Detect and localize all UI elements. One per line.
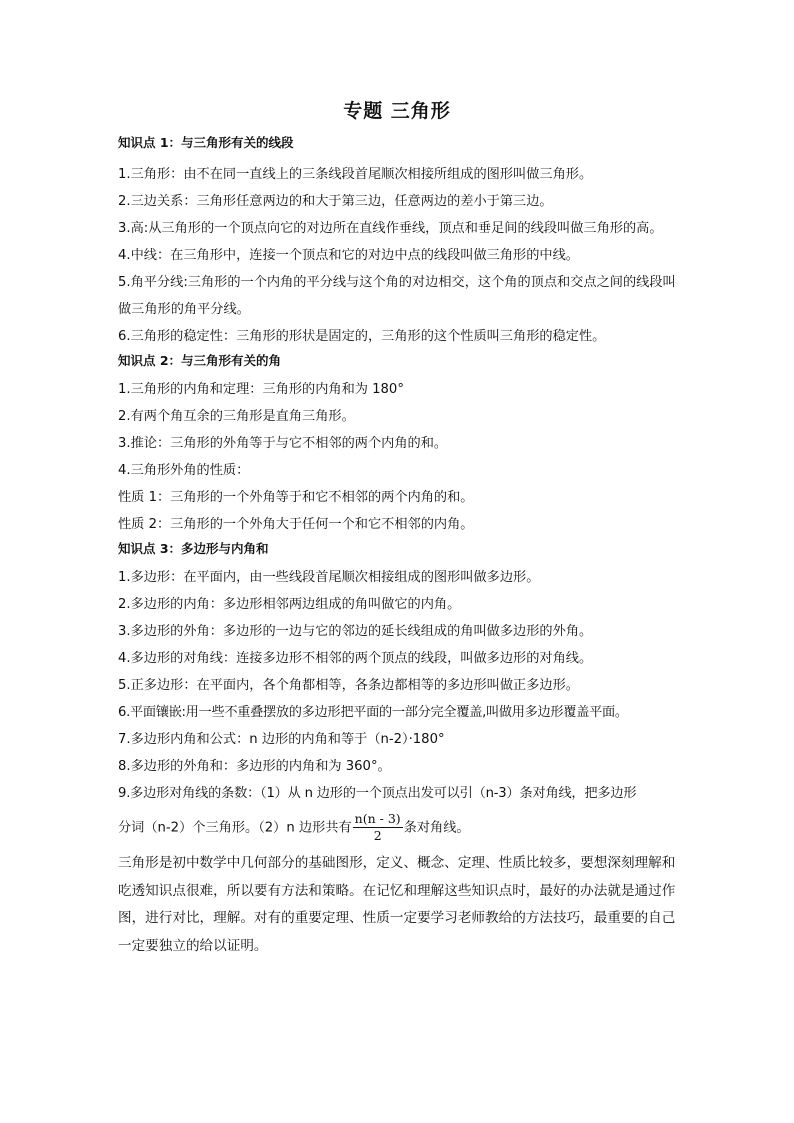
section-3-item-3: 3.多边形的外角：多边形的一边与它的邻边的延长线组成的角叫做多边形的外角。 — [118, 624, 593, 639]
section-1-item-4: 4.中线：在三角形中，连接一个顶点和它的对边中点的线段叫做三角形的中线。 — [118, 248, 579, 263]
section-3-item-6: 6.平面镶嵌:用一些不重叠摆放的多边形把平面的一部分完全覆盖,叫做用多边形覆盖平面。 — [118, 705, 628, 720]
section-3-item-5: 5.正多边形：在平面内，各个角都相等，各条边都相等的多边形叫做正多边形。 — [118, 678, 579, 693]
section-2-property-1: 性质 1：三角形的一个外角等于和它不相邻的两个内角的和。 — [118, 490, 474, 505]
section-1-item-1: 1.三角形：由不在同一直线上的三条线段首尾顺次相接所组成的图形叫做三角形。 — [118, 167, 593, 182]
section-3-item-9-line-1: 9.多边形对角线的条数：（1）从 n 边形的一个顶点出发可以引（n-3）条对角线，把多边形 — [118, 786, 637, 801]
document-body — [118, 134, 678, 960]
section-3-item-1: 1.多边形：在平面内，由一些线段首尾顺次相接组成的图形叫做多边形。 — [118, 570, 540, 585]
section-3-item-2: 2.多边形的内角：多边形相邻两边组成的角叫做它的内角。 — [118, 597, 461, 612]
section-heading-2: 知识点 2：与三角形有关的角 — [118, 353, 282, 368]
section-heading-1: 知识点 1：与三角形有关的线段 — [118, 135, 294, 150]
item-9-text-before: 分词（n-2）个三角形。（2）n 边形共有 — [118, 820, 352, 836]
section-1-item-6: 6.三角形的稳定性：三角形的形状是固定的，三角形的这个性质叫三角形的稳定性。 — [118, 329, 606, 344]
section-2-property-2: 性质 2：三角形的一个外角大于任何一个和它不相邻的内角。 — [118, 517, 474, 532]
section-3-item-4: 4.多边形的对角线：连接多边形不相邻的两个顶点的线段，叫做多边形的对角线。 — [118, 651, 593, 666]
section-2-item-4: 4.三角形外角的性质： — [118, 463, 250, 478]
section-2-item-2: 2.有两个角互余的三角形是直角三角形。 — [118, 409, 355, 424]
diagonal-count-fraction — [353, 811, 403, 844]
section-heading-3: 知识点 3：多边形与内角和 — [118, 541, 269, 556]
section-1-item-3: 3.高:从三角形的一个顶点向它的对边所在直线作垂线，顶点和垂足间的线段叫做三角形的高。 — [118, 221, 663, 236]
section-2-item-3: 3.推论：三角形的外角等于与它不相邻的两个内角的和。 — [118, 436, 448, 451]
page-title: 专题 三角形 — [343, 100, 451, 122]
section-3-item-8: 8.多边形的外角和：多边形的内角和为 360°。 — [118, 759, 391, 774]
item-9-text-after: 条对角线。 — [403, 820, 470, 836]
fraction-numerator: n(n - 3) — [354, 811, 401, 826]
closing-paragraph: 三角形是初中数学中几何部分的基础图形，定义、概念、定理、性质比较多，要想深刻理解和吃透知识点很难，所以要有方法和策略。在记忆和理解这些知识点时，最好的办法就是通过作图，进行对比，理解。对有的重要定理、性质一定要学习老师教给的方法技巧，最重要的自己一定要独立的给以证明。 — [118, 855, 676, 954]
section-3-item-7: 7.多边形内角和公式：n 边形的内角和等于（n-2）·180° — [118, 732, 445, 747]
section-2-item-1: 1.三角形的内角和定理：三角形的内角和为 180° — [118, 382, 404, 397]
fraction-denominator: 2 — [373, 828, 382, 843]
section-1-item-2: 2.三边关系：三角形任意两边的和大于第三边，任意两边的差小于第三边。 — [118, 194, 553, 209]
section-3-item-9-line-2 — [118, 811, 678, 844]
section-1-item-5: 5.角平分线:三角形的一个内角的平分线与这个角的对边相交，这个角的顶点和交点之间的线段叫做三角形的角平分线。 — [118, 275, 676, 317]
